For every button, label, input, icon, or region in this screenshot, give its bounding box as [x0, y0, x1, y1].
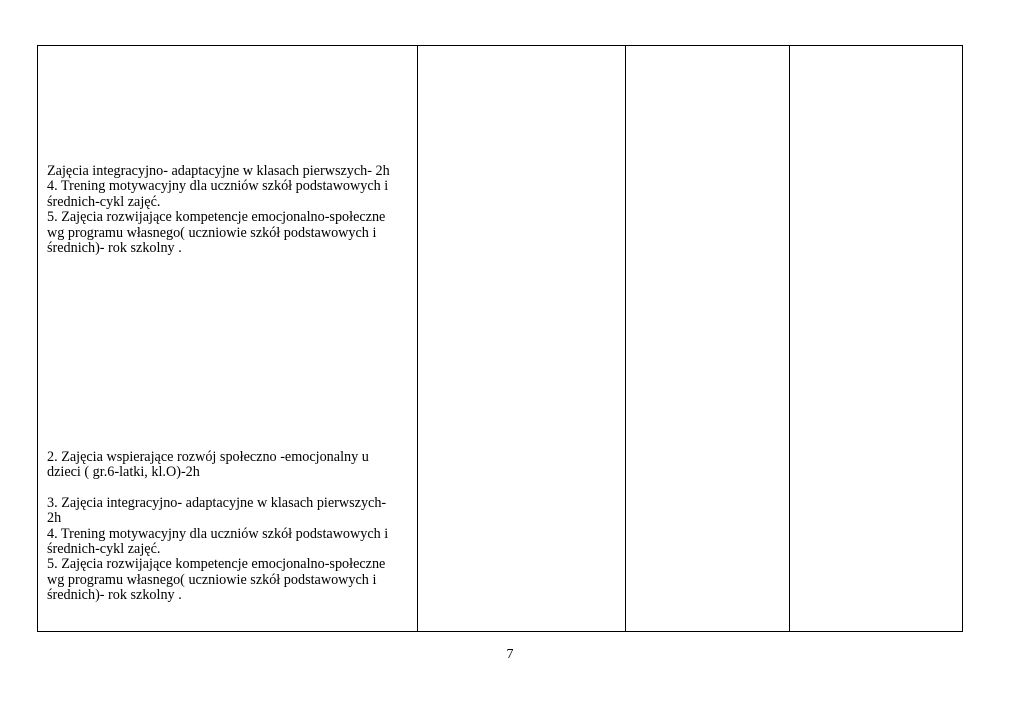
text-line: średnich)- rok szkolny .: [47, 240, 182, 257]
activity-list-upper: [47, 164, 409, 256]
column-divider: [789, 46, 790, 631]
column-divider: [625, 46, 626, 631]
text-line: 4. Trening motywacyjny dla uczniów szkół podstawowych i: [47, 178, 389, 195]
text-line: 3. Zajęcia integracyjno- adaptacyjne w klasach pierwszych-: [47, 494, 387, 511]
text-line: dzieci ( gr.6-latki, kl.O)-2h: [47, 464, 200, 481]
text-line: 2h: [47, 510, 62, 527]
text-line: średnich)- rok szkolny .: [47, 587, 182, 604]
text-line: 5. Zajęcia rozwijające kompetencje emocjonalno-społeczne: [47, 209, 386, 226]
text-line: 5. Zajęcia rozwijające kompetencje emocjonalno-społeczne: [47, 556, 386, 573]
column-divider: [417, 46, 418, 631]
text-line: 2. Zajęcia wspierające rozwój społeczno -emocjonalny u: [47, 449, 369, 465]
text-line: Zajęcia integracyjno- adaptacyjne w klasach pierwszych- 2h: [47, 163, 390, 179]
text-line: średnich-cykl zajęć.: [47, 541, 161, 558]
page-number: 7: [506, 647, 514, 662]
paragraph-gap: [47, 481, 409, 496]
text-line: 4. Trening motywacyjny dla uczniów szkół podstawowych i: [47, 525, 389, 542]
text-line: wg programu własnego( uczniowie szkół podstawowych i: [47, 224, 377, 241]
activity-list-lower: [47, 450, 409, 604]
text-line: średnich-cykl zajęć.: [47, 193, 161, 210]
text-line: wg programu własnego( uczniowie szkół podstawowych i: [47, 571, 377, 588]
document-table: [37, 45, 963, 632]
